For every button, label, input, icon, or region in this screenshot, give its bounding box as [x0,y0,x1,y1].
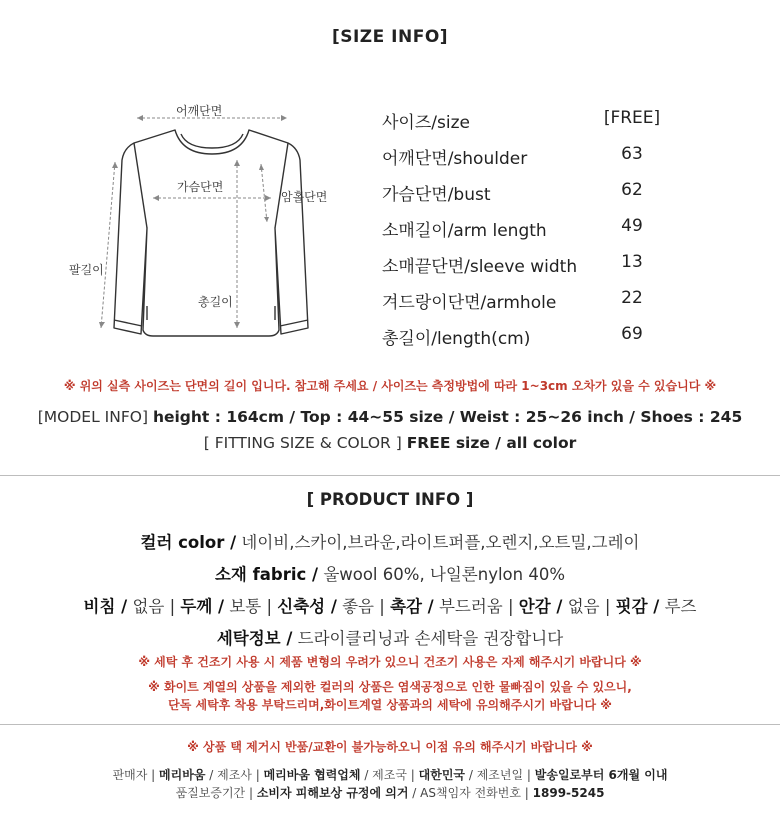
size-row [382,284,682,320]
seller-label: 판매자 | [112,768,156,782]
dryer-notice: ※ 세탁 후 건조기 사용 시 제품 변형의 우려가 있으니 건조기 사용은 자제 해주시기 바랍니다 ※ [138,655,642,669]
feel-label: 신축성 / [277,597,337,616]
diagram-label-armhole: 암홀단면 [281,190,328,204]
fabric-value: 울wool 60%, 나일론nylon 40% [323,565,566,584]
size-row-value: 22 [621,288,643,308]
size-row-value: 69 [621,324,643,344]
size-row-value: 13 [621,252,643,272]
size-row-value: 62 [621,180,643,200]
size-row-value: 63 [621,144,643,164]
size-row [382,320,682,356]
date-label: / 제조년일 | [468,768,531,782]
feel-line: 비침 / 없음 | 두께 / 보통 | 신축성 / 좋음 | 촉감 / 부드러움 | 안감 / 없음 | 핏감 / 루즈 [83,597,697,616]
fabric-line [0,561,780,585]
size-row-value: 49 [621,216,643,236]
maker-name: 메리바움 협력업체 [263,768,361,782]
fabric-label: 소재 fabric / [214,565,319,584]
fitting-info [0,434,780,452]
size-row [382,248,682,284]
feel-label: 두께 / [180,597,225,616]
model-info-prefix: [MODEL INFO] [37,408,148,426]
color-line [0,529,780,553]
fitting-info-details: FREE size / all color [406,434,577,452]
size-row-label: 가슴단면/bust [382,185,491,205]
color-wash-notice-2: 단독 세탁후 착용 부탁드리며,화이트계열 상품과의 세탁에 유의해주시기 바랍니다 ※ [168,698,612,712]
diagram-label-bust: 가슴단면 [177,180,224,194]
size-row [382,104,682,140]
warranty-label: 품질보증기간 | [175,786,253,800]
wash-value: 드라이클리닝과 손세탁을 권장합니다 [297,629,564,648]
size-info-title: [SIZE INFO] [331,27,449,47]
section-divider [0,724,780,725]
warranty-info [0,784,780,801]
size-table [382,104,682,356]
feel-label: 핏감 / [615,597,660,616]
color-label: 컬러 color / [140,533,237,552]
wash-line [0,625,780,649]
size-row [382,176,682,212]
size-row [382,140,682,176]
diagram-label-arm: 팔길이 [69,263,104,277]
wash-label: 세탁정보 / [216,629,293,648]
section-divider [0,475,780,476]
size-row-value: [FREE] [603,108,661,128]
warranty-value: 소비자 피해보상 규정에 의거 [256,786,409,800]
size-row-label: 소매끝단면/sleeve width [382,257,578,277]
country-name: 대한민국 [418,768,466,782]
diagram-label-length: 총길이 [198,295,233,309]
measurement-notice: ※ 위의 실측 사이즈는 단면의 길이 입니다. 참고해 주세요 / 사이즈는 측정방법에 따라 1~3cm 오차가 있을 수 있습니다 ※ [63,379,717,393]
diagram-label-shoulder: 어깨단면 [176,104,223,118]
feel-label: 촉감 / [390,597,434,616]
feel-value: 좋음 [342,597,374,616]
feel-label: 비침 / [83,597,128,616]
date-value: 발송일로부터 6개월 이내 [534,768,668,782]
color-wash-notice-1: ※ 화이트 계열의 상품을 제외한 컬러의 상품은 염색공정으로 인한 물빠짐이 있을 수 있으니, [148,680,632,694]
feel-value: 없음 [567,597,600,616]
fitting-info-prefix: [ FITTING SIZE & COLOR ] [203,434,402,452]
seller-name: 메리바움 [159,768,206,782]
feel-value: 부드러움 [438,597,503,616]
garment-diagram [55,98,345,358]
maker-label: / 제조사 | [209,768,260,782]
size-row-label: 소매길이/arm length [382,221,547,241]
feel-value: 없음 [132,597,165,616]
country-label: / 제조국 | [364,768,415,782]
tag-removal-notice: ※ 상품 택 제거시 반품/교환이 불가능하오니 이점 유의 해주시기 바랍니다 ※ [187,740,593,754]
sweater-outline-icon [55,98,345,358]
size-row-label: 총길이/length(cm) [382,329,531,349]
size-row-label: 어깨단면/shoulder [382,149,528,169]
as-phone: 1899-5245 [532,786,605,800]
feel-value: 보통 [229,597,262,616]
as-label: / AS책임자 전화번호 | [412,786,529,800]
size-row [382,212,682,248]
model-info [0,408,780,426]
model-info-details: height : 164cm / Top : 44~55 size / Weist : 25~26 inch / Shoes : 245 [152,408,743,426]
product-info-title: [ PRODUCT INFO ] [306,490,474,509]
feel-value: 루즈 [664,597,697,616]
size-row-label: 겨드랑이단면/armhole [382,293,557,313]
size-row-label: 사이즈/size [382,113,470,133]
seller-info [0,766,780,783]
feel-label: 안감 / [518,597,563,616]
color-value: 네이비,스카이,브라운,라이트퍼플,오렌지,오트밀,그레이 [241,533,640,552]
